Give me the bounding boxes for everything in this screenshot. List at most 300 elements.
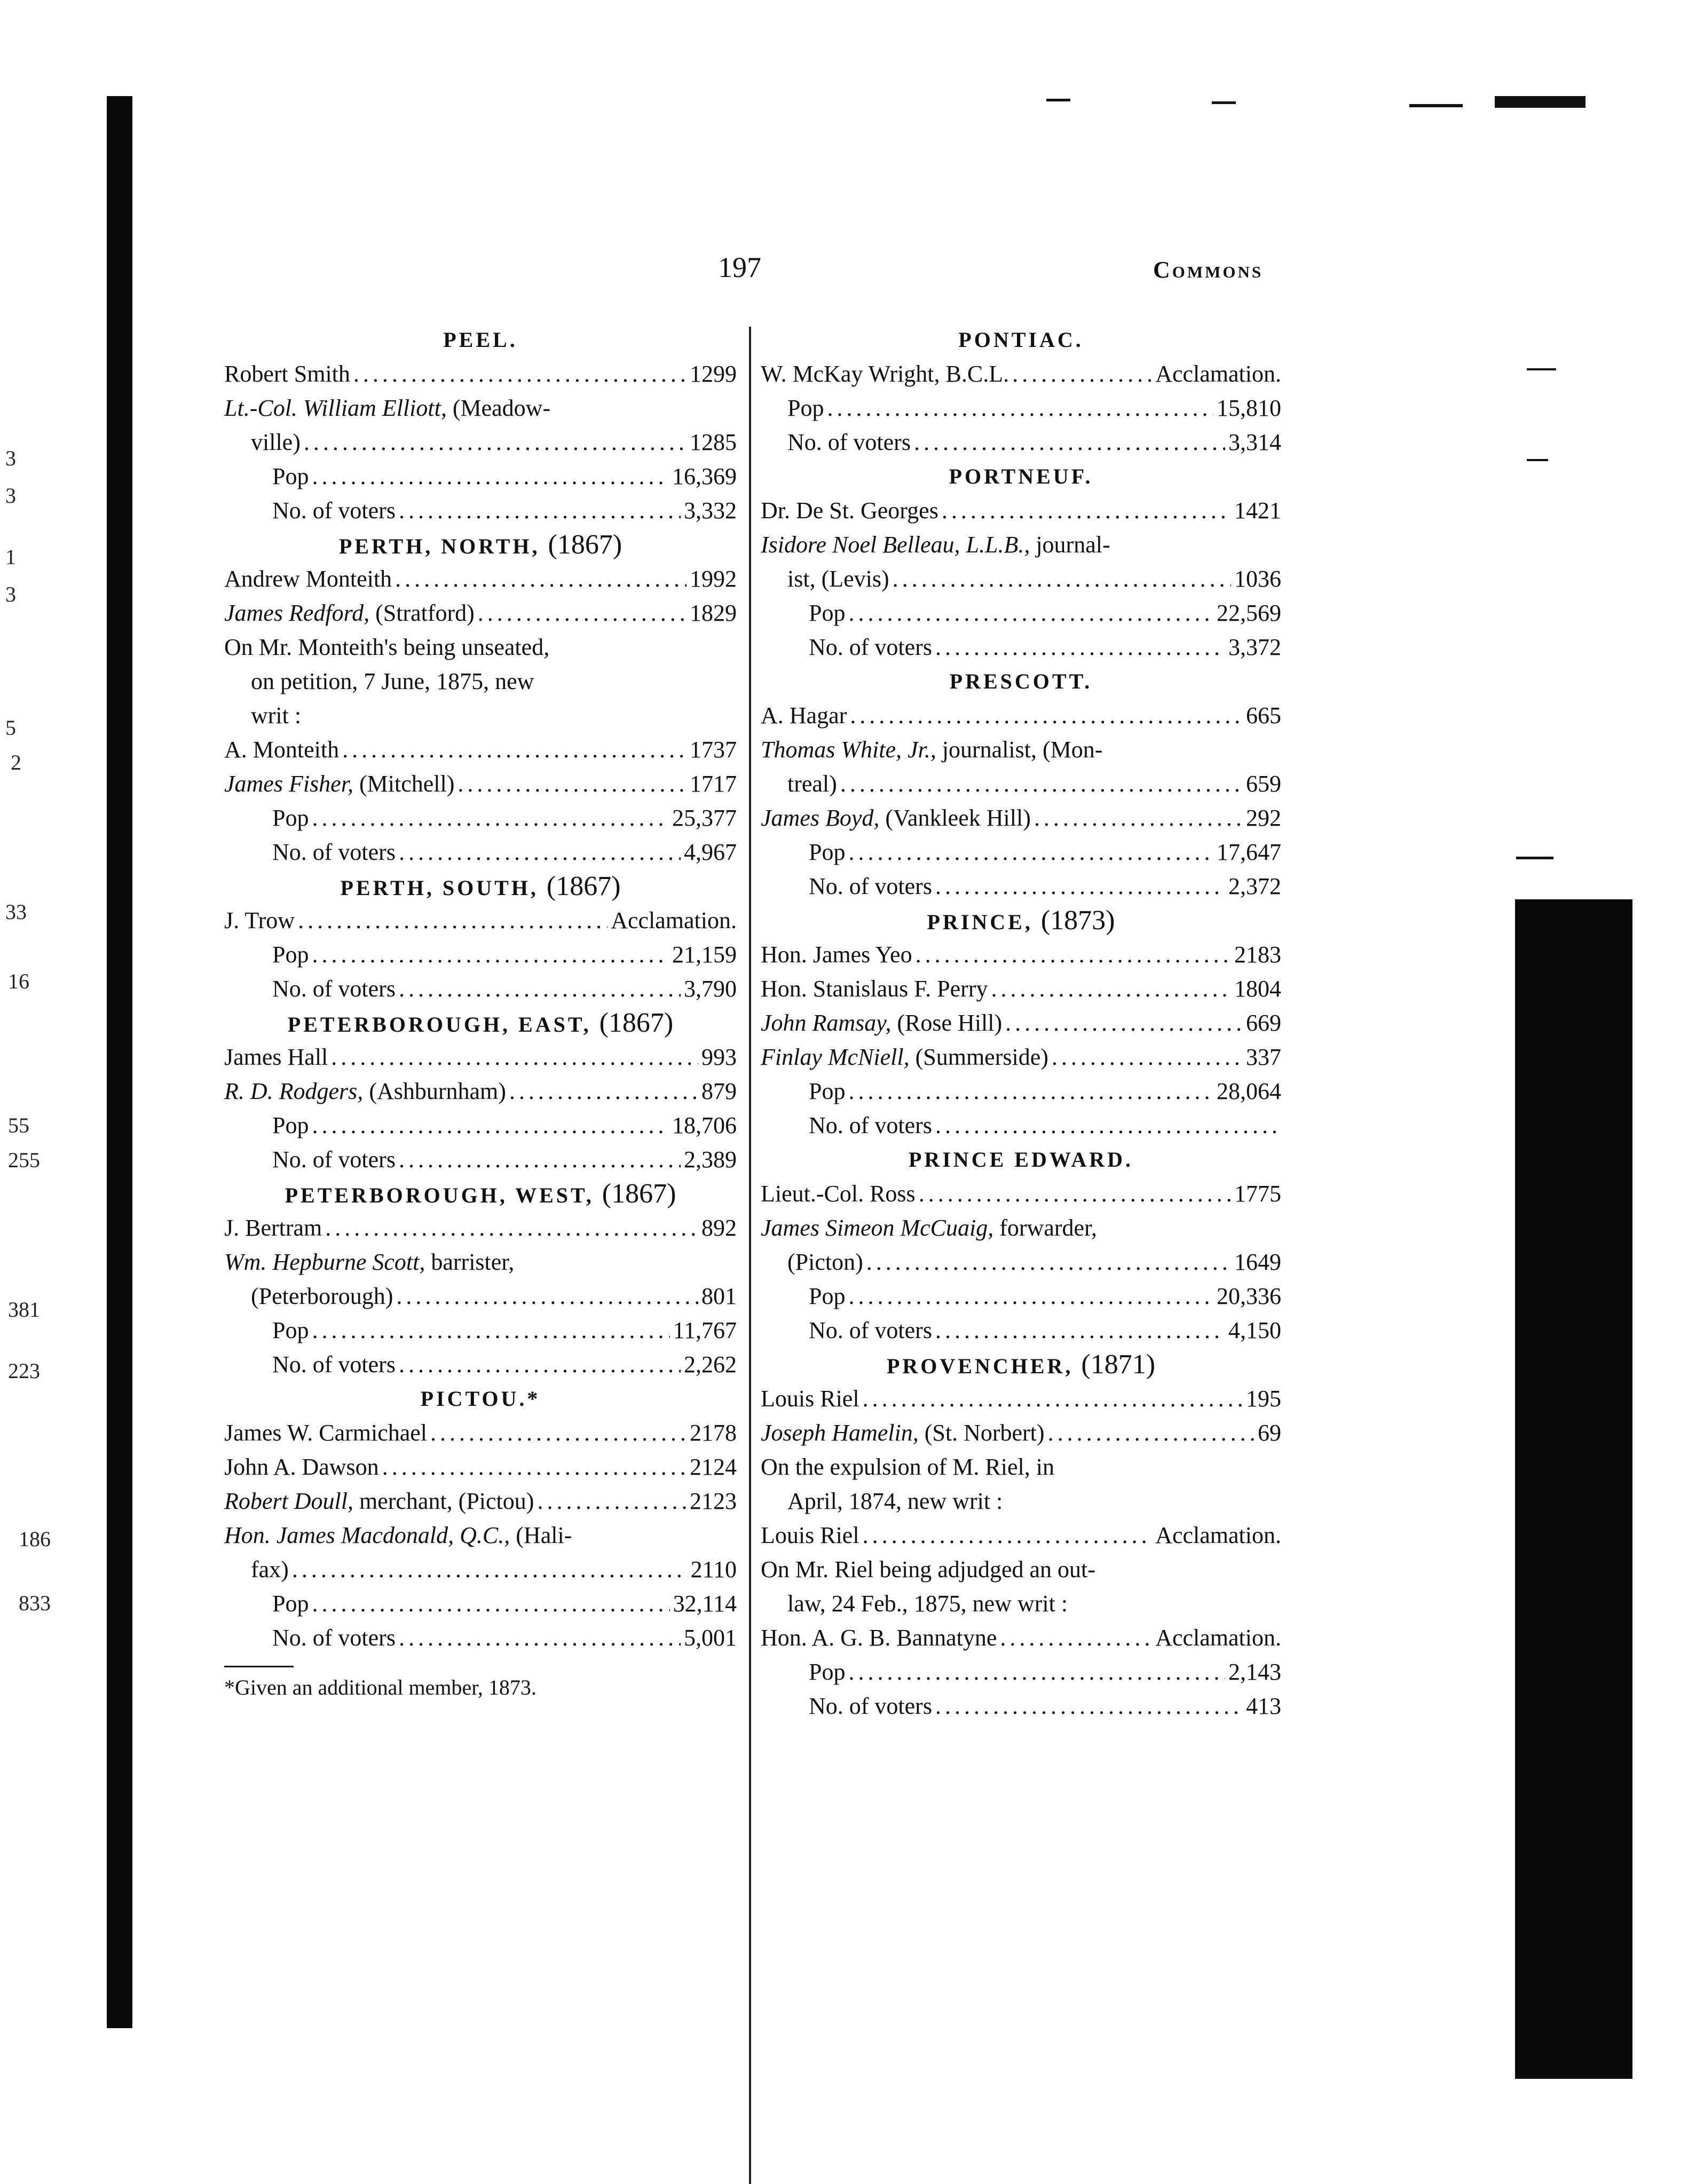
entry-row	[224, 835, 737, 869]
dot-leader	[399, 972, 681, 1006]
margin-fragment: 16	[8, 969, 29, 993]
entry-value: 2183	[1234, 941, 1281, 968]
entry-label	[787, 1245, 863, 1279]
entry-name: No. of voters	[809, 1693, 932, 1719]
entry-name-italic: Thomas White, Jr.,	[761, 737, 936, 763]
entry-label	[251, 425, 301, 460]
entry-value: 2110	[690, 1556, 737, 1582]
entry-name: James W. Carmichael	[224, 1420, 428, 1446]
left-column	[224, 323, 737, 1700]
dot-leader	[935, 630, 1225, 664]
column-rule	[749, 327, 751, 2184]
entry-name: journal-	[1030, 532, 1110, 558]
entry-value: 1036	[1234, 566, 1281, 592]
entry-label	[224, 1245, 514, 1279]
district-heading	[761, 323, 1281, 357]
margin-fragment: 833	[19, 1591, 51, 1615]
entry-row	[224, 801, 737, 835]
district-heading	[761, 1348, 1281, 1382]
entry-value: 1285	[690, 429, 737, 455]
entry-value: 659	[1246, 771, 1281, 797]
scan-mark	[1409, 104, 1463, 107]
district-name: PROVENCHER,	[886, 1354, 1074, 1378]
scan-mark	[1527, 368, 1556, 370]
entry-row	[224, 1211, 737, 1245]
entry-label	[272, 1109, 309, 1143]
entry-name: Louis Riel	[761, 1522, 859, 1548]
margin-fragment: 5	[5, 716, 16, 740]
entry-name-italic: Lt.-Col. William Elliott,	[224, 395, 447, 421]
dot-leader	[399, 1348, 681, 1382]
entry-value: 15,810	[1217, 395, 1281, 421]
entry-row	[761, 1006, 1281, 1040]
entry-row	[224, 1621, 737, 1655]
entry-name: (Ashburnham)	[363, 1078, 506, 1104]
entry-label	[224, 733, 339, 767]
dot-leader	[292, 1553, 688, 1587]
district-name: PICTOU.*	[420, 1387, 541, 1411]
entry-label	[224, 1211, 322, 1245]
entry-name-italic: James Simeon McCuaig,	[761, 1215, 994, 1241]
district-heading	[224, 1177, 737, 1211]
entry-label	[761, 494, 938, 528]
margin-fragment: 55	[8, 1113, 29, 1137]
entry-label	[224, 1484, 534, 1518]
entry-label	[272, 1587, 309, 1621]
entry-label	[761, 357, 1009, 391]
dot-leader	[509, 1074, 698, 1109]
entry-name-italic: James Fisher,	[224, 771, 353, 797]
district-name: PRINCE,	[927, 910, 1033, 934]
entry-name: John A. Dawson	[224, 1454, 379, 1480]
entry-label	[272, 1313, 309, 1348]
note-line: April, 1874, new writ :	[787, 1488, 1003, 1514]
entry-label	[761, 938, 912, 972]
scan-edge-right	[1515, 899, 1632, 2079]
entry-row	[224, 1279, 737, 1313]
scan-mark	[1527, 459, 1548, 461]
entry-name: No. of voters	[809, 634, 932, 660]
entry-value: Acclamation.	[611, 907, 737, 933]
dot-leader	[1034, 801, 1243, 835]
entry-value: 1829	[690, 600, 737, 626]
entry-name: No. of voters	[272, 497, 396, 524]
entry-value: 21,159	[672, 941, 737, 968]
entry-name: Hon. A. G. B. Bannatyne	[761, 1625, 997, 1651]
entry-value: 20,336	[1217, 1283, 1281, 1309]
dot-leader	[1005, 1006, 1243, 1040]
dot-leader	[396, 1279, 698, 1313]
entry-row	[761, 562, 1281, 596]
district-section	[224, 1006, 737, 1177]
dot-leader	[478, 596, 687, 630]
entry-name: (Meadow-	[446, 395, 551, 421]
dot-leader	[312, 1109, 669, 1143]
entry-row	[761, 1655, 1281, 1689]
dot-leader	[850, 699, 1243, 733]
district-heading	[224, 869, 737, 904]
dot-leader	[935, 1689, 1243, 1723]
dot-leader	[304, 425, 687, 460]
entry-label	[761, 733, 1102, 767]
dot-leader	[312, 460, 669, 494]
district-section	[224, 528, 737, 869]
entry-label	[787, 425, 911, 460]
entry-row	[224, 1313, 737, 1348]
scan-mark	[1212, 101, 1236, 104]
entry-name: Andrew Monteith	[224, 566, 392, 592]
dot-leader	[942, 494, 1231, 528]
entry-row	[224, 1348, 737, 1382]
entry-name-italic: Joseph Hamelin,	[761, 1420, 919, 1446]
entry-name-italic: Isidore Noel Belleau, L.L.B.,	[761, 532, 1030, 558]
scan-mark	[1516, 857, 1553, 859]
entry-label	[224, 391, 550, 425]
dot-leader	[312, 1587, 669, 1621]
scan-mark	[1046, 99, 1070, 101]
entry-name: Louis Riel	[761, 1386, 859, 1412]
entry-value: 1421	[1234, 497, 1281, 524]
dot-leader	[312, 938, 669, 972]
entry-label	[224, 357, 350, 391]
entry-value: 2123	[690, 1488, 737, 1514]
entry-value: 69	[1258, 1420, 1281, 1446]
entry-row	[761, 1211, 1281, 1245]
entry-name: Hon. Stanislaus F. Perry	[761, 976, 988, 1002]
district-name: PEEL.	[443, 328, 518, 352]
entry-name: No. of voters	[809, 1112, 932, 1138]
entry-name: Robert Smith	[224, 361, 350, 387]
entry-name: Pop	[809, 600, 846, 626]
entry-row	[761, 630, 1281, 664]
entry-label	[809, 835, 845, 869]
dot-leader	[312, 801, 669, 835]
entry-label	[251, 1279, 393, 1313]
margin-fragment: 3	[5, 582, 16, 606]
entry-name: A. Monteith	[224, 737, 340, 763]
dot-leader	[399, 1621, 681, 1655]
entry-value: 4,150	[1228, 1317, 1281, 1343]
entry-label	[224, 1416, 427, 1450]
entry-label	[761, 1518, 859, 1553]
district-section	[761, 664, 1281, 904]
entry-value: 2,372	[1228, 873, 1281, 899]
entry-row	[224, 494, 737, 528]
dot-leader	[848, 1279, 1213, 1313]
entry-value: 2,389	[684, 1146, 737, 1173]
entry-row	[224, 357, 737, 391]
entry-name: No. of voters	[272, 1625, 396, 1651]
margin-fragment: 33	[5, 900, 27, 924]
district-name: PERTH, NORTH,	[338, 534, 540, 558]
entry-row	[224, 1553, 737, 1587]
entry-value: 32,114	[673, 1590, 737, 1617]
entry-value: 669	[1246, 1010, 1281, 1036]
entry-value: 1804	[1234, 976, 1281, 1002]
entry-label	[761, 1211, 1097, 1245]
entry-name: W. McKay Wright, B.C.L.	[761, 361, 1009, 387]
district-section	[761, 1143, 1281, 1348]
margin-fragment: 1	[5, 545, 16, 569]
entry-name: No. of voters	[809, 1317, 932, 1343]
dot-leader	[991, 972, 1231, 1006]
entry-label	[761, 1382, 859, 1416]
entry-row	[224, 460, 737, 494]
entry-label	[251, 1553, 289, 1587]
entry-value: 1649	[1234, 1249, 1281, 1275]
dot-leader	[848, 1655, 1225, 1689]
dot-leader	[399, 835, 681, 869]
entry-name: (Summerside)	[909, 1044, 1048, 1070]
entry-label	[809, 1074, 845, 1109]
entry-name: (Picton)	[787, 1249, 863, 1275]
entry-row	[224, 1587, 737, 1621]
entry-value: 195	[1246, 1386, 1281, 1412]
entry-label	[224, 596, 475, 630]
entry-label	[761, 1416, 1045, 1450]
entry-label	[809, 596, 845, 630]
entry-label	[809, 1279, 845, 1313]
entry-label	[787, 562, 889, 596]
entry-name-italic: Hon. James Macdonald, Q.C.,	[224, 1522, 510, 1548]
entry-value: 1737	[690, 737, 737, 763]
entry-label	[224, 1518, 572, 1553]
entry-row	[761, 1689, 1281, 1723]
entry-row	[224, 425, 737, 460]
right-column	[761, 323, 1281, 1723]
entry-name: fax)	[251, 1556, 289, 1582]
entry-name: barrister,	[425, 1249, 515, 1275]
district-heading	[761, 460, 1281, 494]
entry-row	[761, 391, 1281, 425]
entry-row	[224, 1245, 737, 1279]
district-name: PRINCE EDWARD.	[908, 1148, 1134, 1172]
entry-value: 2178	[690, 1420, 737, 1446]
entry-name: Pop	[272, 805, 309, 831]
entry-row	[224, 938, 737, 972]
entry-row	[761, 1074, 1281, 1109]
entry-label	[224, 904, 295, 938]
entry-name: James Hall	[224, 1044, 328, 1070]
dot-leader	[331, 1040, 698, 1074]
entry-label	[272, 1348, 396, 1382]
entry-name-italic: John Ramsay,	[761, 1010, 892, 1036]
entry-value: 1775	[1234, 1181, 1281, 1207]
entry-value: 25,377	[672, 805, 737, 831]
dot-leader	[353, 357, 687, 391]
dot-leader	[935, 869, 1225, 904]
entry-value: 993	[701, 1044, 737, 1070]
scan-mark	[1495, 96, 1585, 108]
entry-value: 2124	[690, 1454, 737, 1480]
dot-leader	[866, 1245, 1231, 1279]
entry-value: 17,647	[1217, 839, 1281, 865]
district-heading	[761, 1143, 1281, 1177]
dot-leader	[863, 1518, 1153, 1553]
footnote: *Given an additional member, 1873.	[224, 1675, 537, 1699]
district-section	[224, 1177, 737, 1382]
entry-label	[761, 1040, 1048, 1074]
entry-label	[224, 767, 454, 801]
entry-row	[224, 972, 737, 1006]
entry-label	[224, 1040, 328, 1074]
entry-label	[224, 562, 392, 596]
entry-row	[761, 1416, 1281, 1450]
entry-row	[224, 733, 737, 767]
entry-value: 292	[1246, 805, 1281, 831]
entry-row	[761, 528, 1281, 562]
entry-name: Pop	[272, 1112, 309, 1138]
entry-value: 665	[1246, 702, 1281, 729]
dot-leader	[342, 733, 687, 767]
dot-leader	[916, 938, 1231, 972]
entry-label	[272, 938, 309, 972]
entry-value: 22,569	[1217, 600, 1281, 626]
entry-row	[761, 1313, 1281, 1348]
entry-label	[787, 767, 837, 801]
entry-row	[224, 1040, 737, 1074]
entry-value: 413	[1246, 1693, 1281, 1719]
entry-label	[272, 460, 309, 494]
entry-name: Pop	[809, 839, 846, 865]
entry-row	[761, 425, 1281, 460]
entry-value: 4,967	[684, 839, 737, 865]
entry-row	[224, 1416, 737, 1450]
entry-row	[761, 801, 1281, 835]
entry-name-italic: James Boyd,	[761, 805, 880, 831]
entry-row	[761, 733, 1281, 767]
entry-name-italic: Wm. Hepburne Scott,	[224, 1249, 425, 1275]
entry-value: Acclamation.	[1155, 1625, 1281, 1651]
entry-value: 3,790	[684, 976, 737, 1002]
note-line: On Mr. Riel being adjudged an out-	[761, 1556, 1095, 1582]
entry-name: ville)	[251, 429, 301, 455]
entry-value: 801	[701, 1283, 737, 1309]
entry-name: (Hali-	[510, 1522, 572, 1548]
entry-row	[761, 1279, 1281, 1313]
entry-value: 2,143	[1228, 1659, 1281, 1685]
dot-leader	[935, 1109, 1278, 1143]
entry-value: Acclamation.	[1155, 1522, 1281, 1548]
note-line: on petition, 7 June, 1875, new	[251, 668, 534, 694]
dot-leader	[1048, 1416, 1255, 1450]
entry-label	[761, 972, 988, 1006]
district-year: (1871)	[1081, 1349, 1156, 1380]
entry-label	[272, 972, 396, 1006]
dot-leader	[919, 1177, 1231, 1211]
dot-leader	[457, 767, 687, 801]
entry-value: 1992	[690, 566, 737, 592]
entry-row	[224, 1143, 737, 1177]
note-line: law, 24 Feb., 1875, new writ :	[787, 1590, 1068, 1617]
entry-name: Pop	[272, 1590, 309, 1617]
entry-name: (Stratford)	[369, 600, 475, 626]
entry-name-italic: R. D. Rodgers,	[224, 1078, 364, 1104]
margin-fragment: 2	[11, 750, 21, 774]
dot-leader	[1012, 357, 1152, 391]
entry-row	[761, 1177, 1281, 1211]
dot-leader	[399, 1143, 681, 1177]
entry-name: J. Bertram	[224, 1215, 322, 1241]
district-section	[224, 869, 737, 1006]
entry-name: Pop	[272, 463, 309, 489]
entry-name: Pop	[272, 941, 309, 968]
entry-name: No. of voters	[272, 1146, 396, 1173]
margin-fragment: 3	[5, 446, 16, 470]
entry-name: Pop	[809, 1283, 846, 1309]
entry-name: Pop	[787, 395, 824, 421]
margin-fragment: 381	[8, 1297, 40, 1322]
entry-label	[809, 630, 932, 664]
note-line: writ :	[251, 702, 302, 729]
entry-name: No. of voters	[272, 1351, 396, 1378]
district-year: (1867)	[546, 871, 621, 901]
entry-label	[761, 528, 1110, 562]
entry-value: 18,706	[672, 1112, 737, 1138]
dot-leader	[399, 494, 681, 528]
entry-value: 28,064	[1217, 1078, 1281, 1104]
entry-label	[787, 391, 824, 425]
entry-label	[272, 1621, 396, 1655]
margin-fragment: 255	[8, 1148, 40, 1172]
dot-leader	[430, 1416, 687, 1450]
margin-fragment: 186	[19, 1527, 51, 1551]
entry-row	[761, 1382, 1281, 1416]
scan-edge-left	[107, 96, 132, 2028]
dot-leader	[325, 1211, 698, 1245]
entry-value: 5,001	[684, 1625, 737, 1651]
entry-value: 892	[701, 1215, 737, 1241]
entry-row	[761, 357, 1281, 391]
entry-value: 16,369	[672, 463, 737, 489]
entry-name: No. of voters	[272, 976, 396, 1002]
district-section	[761, 323, 1281, 460]
entry-value: 3,332	[684, 497, 737, 524]
entry-name: Pop	[809, 1659, 846, 1685]
district-name: PRESCOTT.	[949, 669, 1093, 693]
district-section	[224, 1382, 737, 1655]
entry-name: journalist, (Mon-	[936, 737, 1103, 763]
district-section	[761, 460, 1281, 664]
dot-leader	[1052, 1040, 1243, 1074]
district-heading	[224, 1382, 737, 1416]
entry-row	[224, 596, 737, 630]
district-name: PONTIAC.	[958, 328, 1084, 352]
entry-name: (Rose Hill)	[891, 1010, 1003, 1036]
entry-name: treal)	[787, 771, 837, 797]
entry-name: (St. Norbert)	[918, 1420, 1045, 1446]
entry-label	[761, 1621, 997, 1655]
entry-name: No. of voters	[809, 873, 932, 899]
entry-value: 1717	[690, 771, 737, 797]
note-line: On Mr. Monteith's being unseated,	[224, 634, 550, 660]
entry-label	[272, 801, 309, 835]
district-heading	[761, 664, 1281, 699]
entry-row	[761, 494, 1281, 528]
dot-leader	[914, 425, 1225, 460]
dot-leader	[1000, 1621, 1152, 1655]
entry-row	[761, 699, 1281, 733]
running-head: Commons	[1153, 257, 1264, 283]
entry-name: Lieut.-Col. Ross	[761, 1181, 916, 1207]
entry-value: Acclamation.	[1155, 361, 1281, 387]
entry-name: (Peterborough)	[251, 1283, 393, 1309]
district-section	[761, 904, 1281, 1143]
dot-leader	[848, 1074, 1213, 1109]
margin-fragment: 223	[8, 1359, 40, 1383]
entry-row	[224, 904, 737, 938]
entry-name: (Mitchell)	[353, 771, 455, 797]
